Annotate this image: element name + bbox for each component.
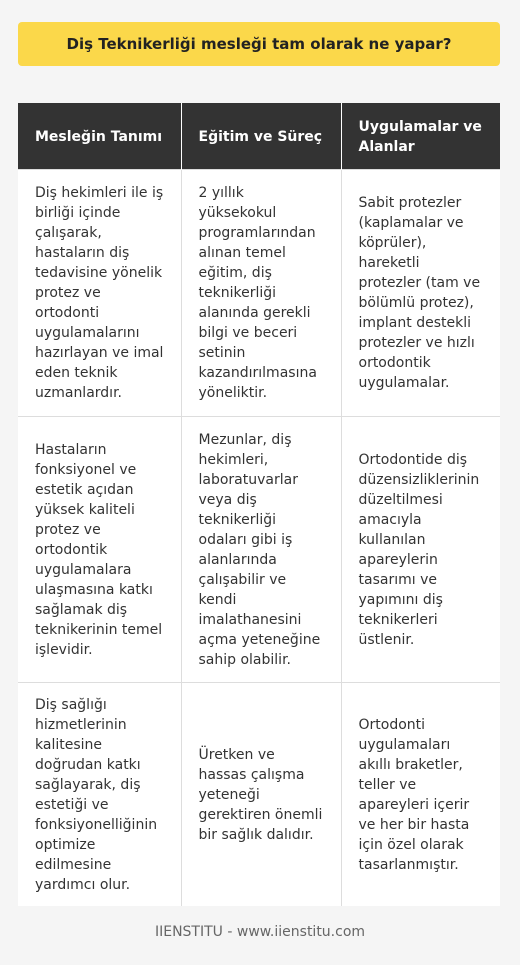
page-title: Diş Teknikerliği mesleği tam olarak ne yapar? [18, 22, 500, 66]
table-row [18, 170, 500, 417]
footer-credit: IIENSTITU - www.iienstitu.com [154, 924, 366, 940]
table-cell: 2 yıllık yüksekokul programlarından alınan temel eğitim, diş teknikerliği alanında gerekli bilgi ve beceri setinin kazandırılmasına yöneliktir. [181, 170, 341, 417]
table-cell: Mezunlar, diş hekimleri, laboratuvarlar veya diş teknikerliği odaları gibi iş alanlarında çalışabilir ve kendi imalathanesini açma yeteneğine sahip olabilir. [181, 417, 341, 683]
column-header: Mesleğin Tanımı [18, 103, 181, 170]
table-cell: Diş sağlığı hizmetlerinin kalitesine doğrudan katkı sağlayarak, diş estetiği ve fonksiyonelliğinin optimize edilmesine yardımcı olur. [18, 683, 181, 907]
table-cell: Hastaların fonksiyonel ve estetik açıdan yüksek kaliteli protez ve ortodontik uygulamalara ulaşmasına katkı sağlamak diş teknikerinin temel işlevidir. [18, 417, 181, 683]
table-row [18, 683, 500, 907]
table-cell: Sabit protezler (kaplamalar ve köprüler), hareketli protezler (tam ve bölümlü protez), implant destekli protezler ve hızlı ortodontik uygulamalar. [341, 170, 500, 417]
table-row [18, 417, 500, 683]
table-cell: Üretken ve hassas çalışma yeteneği gerektiren önemli bir sağlık dalıdır. [181, 683, 341, 907]
info-table [18, 103, 500, 906]
table-header-row [18, 103, 500, 170]
table-cell: Ortodonti uygulamaları akıllı braketler, teller ve apareyleri içerir ve her bir hasta için özel olarak tasarlanmıştır. [341, 683, 500, 907]
table-cell: Diş hekimleri ile iş birliği içinde çalışarak, hastaların diş tedavisine yönelik protez ve ortodonti uygulamalarını hazırlayan ve imal eden teknik uzmanlardır. [18, 170, 181, 417]
table-cell: Ortodontide diş düzensizliklerinin düzeltilmesi amacıyla kullanılan apareylerin tasarımı ve yapımını diş teknikerleri üstlenir. [341, 417, 500, 683]
column-header: Eğitim ve Süreç [181, 103, 341, 170]
column-header: Uygulamalar ve Alanlar [341, 103, 500, 170]
